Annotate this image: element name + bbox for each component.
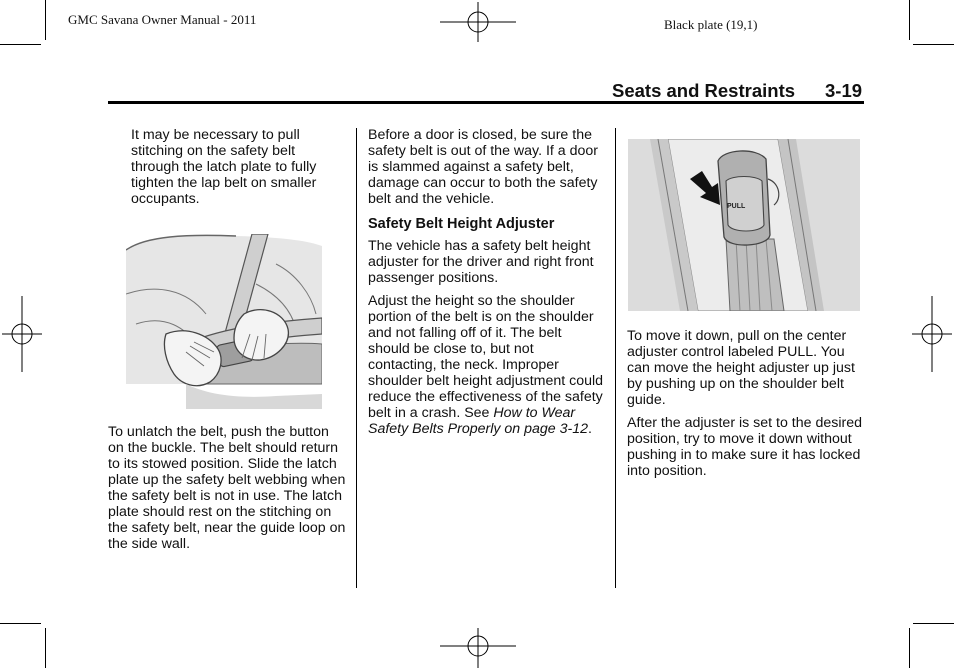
column-3-para-2: After the adjuster is set to the desired position, try to move it down without pushing in to make sure it has locked into position. bbox=[627, 415, 863, 479]
crop-mark bbox=[913, 623, 954, 624]
crop-mark bbox=[913, 44, 954, 45]
crop-mark bbox=[45, 628, 46, 668]
registration-target-icon bbox=[2, 296, 42, 372]
crop-mark bbox=[0, 623, 41, 624]
column-2-para-1: Before a door is closed, be sure the safety belt is out of the way. If a door is slammed against a safety belt, damage can occur to both the safety belt and the vehicle. bbox=[368, 127, 599, 207]
column-2-para-2: The vehicle has a safety belt height adjuster for the driver and right front passenger positions. bbox=[368, 238, 594, 286]
lap-belt-illustration bbox=[126, 234, 322, 409]
column-2-para-3: Adjust the height so the shoulder portion of the belt is on the shoulder and not falling off of it. The belt should be close to, but not contacting, the neck. Improper shoulder belt height adjustment could reduce the effectiveness of the safety belt in a crash. See How to Wear Safety Belts Properly on page 3-12. bbox=[368, 293, 604, 437]
section-heading: Safety Belt Height Adjuster bbox=[368, 216, 555, 232]
height-adjuster-illustration bbox=[628, 139, 860, 311]
crop-mark bbox=[909, 628, 910, 668]
column-2-text bbox=[368, 127, 604, 437]
column-1-para-1: It may be necessary to pull stitching on the safety belt through the latch plate to fully tighten the lap belt on smaller occupants. bbox=[131, 127, 317, 207]
crop-mark bbox=[0, 44, 41, 45]
pull-label: PULL bbox=[727, 203, 746, 210]
column-divider bbox=[615, 128, 616, 588]
plate-title: GMC Savana Owner Manual - 2011 bbox=[68, 12, 257, 27]
column-3-para-1: To move it down, pull on the center adjuster control labeled PULL. You can move the height adjuster up just by pushing up on the shoulder belt guide. bbox=[627, 328, 855, 408]
section-title: Seats and Restraints bbox=[612, 80, 796, 101]
cross-reference-link[interactable]: How to Wear Safety Belts Properly on page 3-12 bbox=[368, 405, 589, 437]
column-3-text bbox=[627, 328, 867, 479]
registration-target-icon bbox=[912, 296, 952, 372]
crop-mark bbox=[45, 0, 46, 40]
plate-number: Black plate (19,1) bbox=[664, 17, 758, 32]
page-number: 3-19 bbox=[825, 80, 863, 101]
header-rule bbox=[108, 101, 864, 104]
running-header bbox=[612, 80, 862, 102]
column-divider bbox=[356, 128, 357, 588]
registration-target-icon bbox=[440, 628, 516, 668]
registration-target-icon bbox=[440, 2, 516, 42]
crop-mark bbox=[909, 0, 910, 40]
column-1-para-2: To unlatch the belt, push the button on the buckle. The belt should return to its stowed position. Slide the latch plate up the safety belt webbing when the safety belt is not in use. The latch plate should rest on the stitching on the safety belt, near the guide loop on the side wall. bbox=[108, 424, 346, 552]
